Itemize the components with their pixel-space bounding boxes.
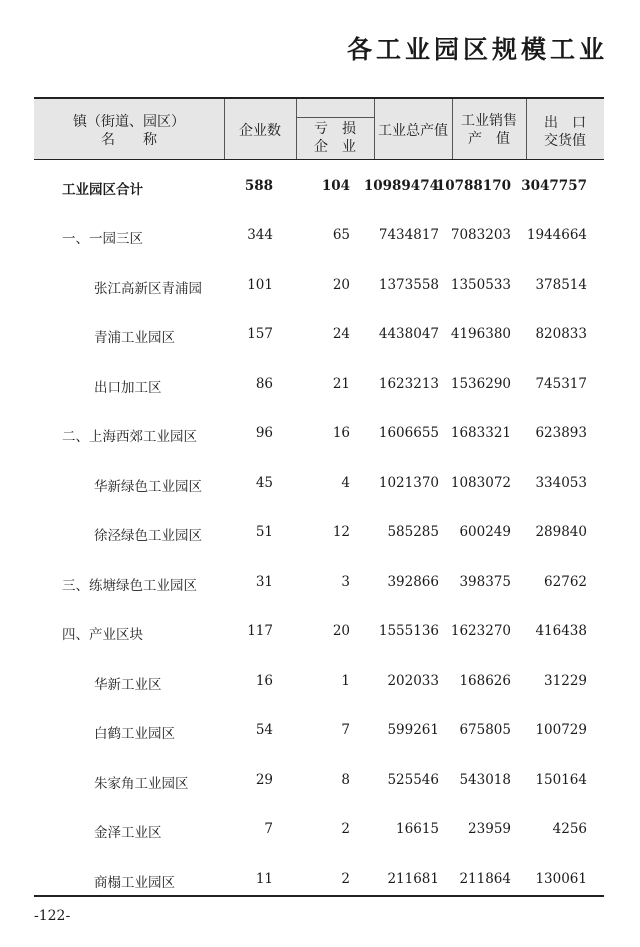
row-output-value: 392866 — [387, 573, 439, 590]
row-export-value: 62762 — [544, 573, 587, 590]
row-loss-enterprises: 65 — [332, 227, 350, 243]
table-row — [34, 475, 604, 525]
row-enterprises: 16 — [255, 672, 273, 689]
row-name: 徐泾绿色工业园区 — [94, 528, 202, 544]
row-sales-value: 1683321 — [450, 425, 511, 441]
row-output-value: 1555136 — [378, 623, 439, 639]
table-row — [34, 524, 604, 574]
row-export-value: 1944664 — [526, 227, 587, 243]
row-export-value: 334053 — [535, 474, 587, 491]
row-export-value: 130061 — [535, 870, 587, 887]
row-output-value: 1606655 — [378, 425, 439, 441]
row-sales-value: 168626 — [459, 672, 511, 689]
row-loss-enterprises: 21 — [332, 375, 350, 392]
table-row — [34, 178, 604, 228]
row-output-value: 202033 — [387, 672, 439, 689]
table-bottom-rule — [34, 895, 604, 897]
row-enterprises: 588 — [244, 178, 273, 194]
row-export-value: 150164 — [535, 771, 587, 788]
row-export-value: 100729 — [535, 722, 587, 738]
row-output-value: 1373558 — [378, 276, 439, 293]
table-row — [34, 227, 604, 277]
row-export-value: 3047757 — [521, 178, 587, 194]
row-export-value: 31229 — [544, 672, 587, 689]
row-export-value: 289840 — [535, 524, 587, 540]
row-name: 华新工业区 — [94, 676, 162, 693]
row-sales-value: 1350533 — [450, 276, 511, 293]
header-loss: 亏 损 企 业 — [314, 121, 356, 155]
row-enterprises: 86 — [255, 375, 273, 392]
row-name: 金泽工业区 — [94, 825, 162, 841]
row-enterprises: 45 — [255, 474, 273, 491]
row-loss-enterprises: 8 — [341, 771, 350, 788]
header-enterprises: 企业数 — [239, 123, 281, 139]
row-sales-value: 211864 — [459, 870, 511, 887]
row-sales-value: 7083203 — [450, 227, 511, 243]
row-enterprises: 344 — [247, 227, 273, 243]
row-loss-enterprises: 104 — [321, 178, 350, 194]
row-sales-value: 1623270 — [450, 623, 511, 639]
header-name: 镇（街道、园区） 名 称 — [73, 114, 185, 148]
row-export-value: 623893 — [535, 425, 587, 441]
header-export-value: 出 口 交货值 — [544, 115, 586, 149]
row-name: 工业园区合计 — [62, 182, 143, 198]
row-enterprises: 11 — [255, 870, 273, 887]
table-row — [34, 623, 604, 673]
header-subline — [296, 117, 374, 118]
row-enterprises: 157 — [247, 326, 273, 342]
row-loss-enterprises: 7 — [341, 722, 350, 738]
table-row — [34, 821, 604, 871]
row-loss-enterprises: 4 — [341, 474, 350, 491]
row-export-value: 4256 — [552, 821, 587, 837]
row-loss-enterprises: 20 — [332, 276, 350, 293]
row-sales-value: 675805 — [459, 722, 511, 738]
table-row — [34, 425, 604, 475]
row-output-value: 525546 — [387, 771, 439, 788]
row-output-value: 1021370 — [378, 474, 439, 491]
table-row — [34, 277, 604, 327]
page-title: 各工业园区规模工业 — [346, 35, 608, 64]
row-name: 三、练塘绿色工业园区 — [62, 577, 197, 594]
row-sales-value: 1083072 — [450, 474, 511, 491]
row-enterprises: 29 — [255, 771, 273, 788]
row-output-value: 10989474 — [363, 178, 439, 194]
row-enterprises: 31 — [255, 573, 273, 590]
table-row — [34, 376, 604, 426]
row-name: 华新绿色工业园区 — [94, 478, 202, 495]
row-loss-enterprises: 12 — [332, 524, 350, 540]
table-row — [34, 574, 604, 624]
row-loss-enterprises: 2 — [341, 821, 350, 837]
row-name: 朱家角工业园区 — [94, 775, 189, 792]
row-output-value: 585285 — [387, 524, 439, 540]
table-row — [34, 326, 604, 376]
row-sales-value: 600249 — [459, 524, 511, 540]
row-sales-value: 543018 — [459, 771, 511, 788]
row-output-value: 16615 — [396, 821, 439, 837]
row-sales-value: 398375 — [459, 573, 511, 590]
row-enterprises: 51 — [255, 524, 273, 540]
row-name: 青浦工业园区 — [94, 330, 175, 346]
header-sales-value: 工业销售 产 值 — [461, 113, 517, 147]
row-loss-enterprises: 1 — [341, 672, 350, 689]
row-name: 张江高新区青浦园 — [94, 280, 202, 297]
row-loss-enterprises: 16 — [332, 425, 350, 441]
table-row — [34, 673, 604, 723]
row-enterprises: 96 — [255, 425, 273, 441]
row-output-value: 7434817 — [378, 227, 439, 243]
row-loss-enterprises: 24 — [332, 326, 350, 342]
row-enterprises: 54 — [255, 722, 273, 738]
row-loss-enterprises: 2 — [341, 870, 350, 887]
row-output-value: 1623213 — [378, 375, 439, 392]
row-export-value: 378514 — [535, 276, 587, 293]
table-header-rule — [34, 159, 604, 160]
header-output-value: 工业总产值 — [378, 123, 448, 139]
row-name: 一、一园三区 — [62, 231, 143, 247]
row-sales-value: 10788170 — [435, 178, 511, 194]
row-name: 白鹤工业园区 — [94, 726, 175, 742]
row-output-value: 4438047 — [378, 326, 439, 342]
row-name: 出口加工区 — [94, 379, 162, 396]
row-export-value: 416438 — [535, 623, 587, 639]
row-loss-enterprises: 3 — [341, 573, 350, 590]
row-name: 商榻工业园区 — [94, 874, 175, 891]
row-sales-value: 4196380 — [450, 326, 511, 342]
page-number: -122- — [34, 908, 71, 924]
row-enterprises: 101 — [247, 276, 273, 293]
row-name: 四、产业区块 — [62, 627, 143, 643]
table-row — [34, 722, 604, 772]
row-name: 二、上海西郊工业园区 — [62, 429, 197, 445]
row-enterprises: 117 — [247, 623, 273, 639]
row-export-value: 745317 — [535, 375, 587, 392]
row-output-value: 599261 — [387, 722, 439, 738]
row-loss-enterprises: 20 — [332, 623, 350, 639]
table-row — [34, 772, 604, 822]
row-sales-value: 23959 — [468, 821, 511, 837]
row-output-value: 211681 — [387, 870, 439, 887]
row-sales-value: 1536290 — [450, 375, 511, 392]
row-export-value: 820833 — [535, 326, 587, 342]
row-enterprises: 7 — [264, 821, 273, 837]
